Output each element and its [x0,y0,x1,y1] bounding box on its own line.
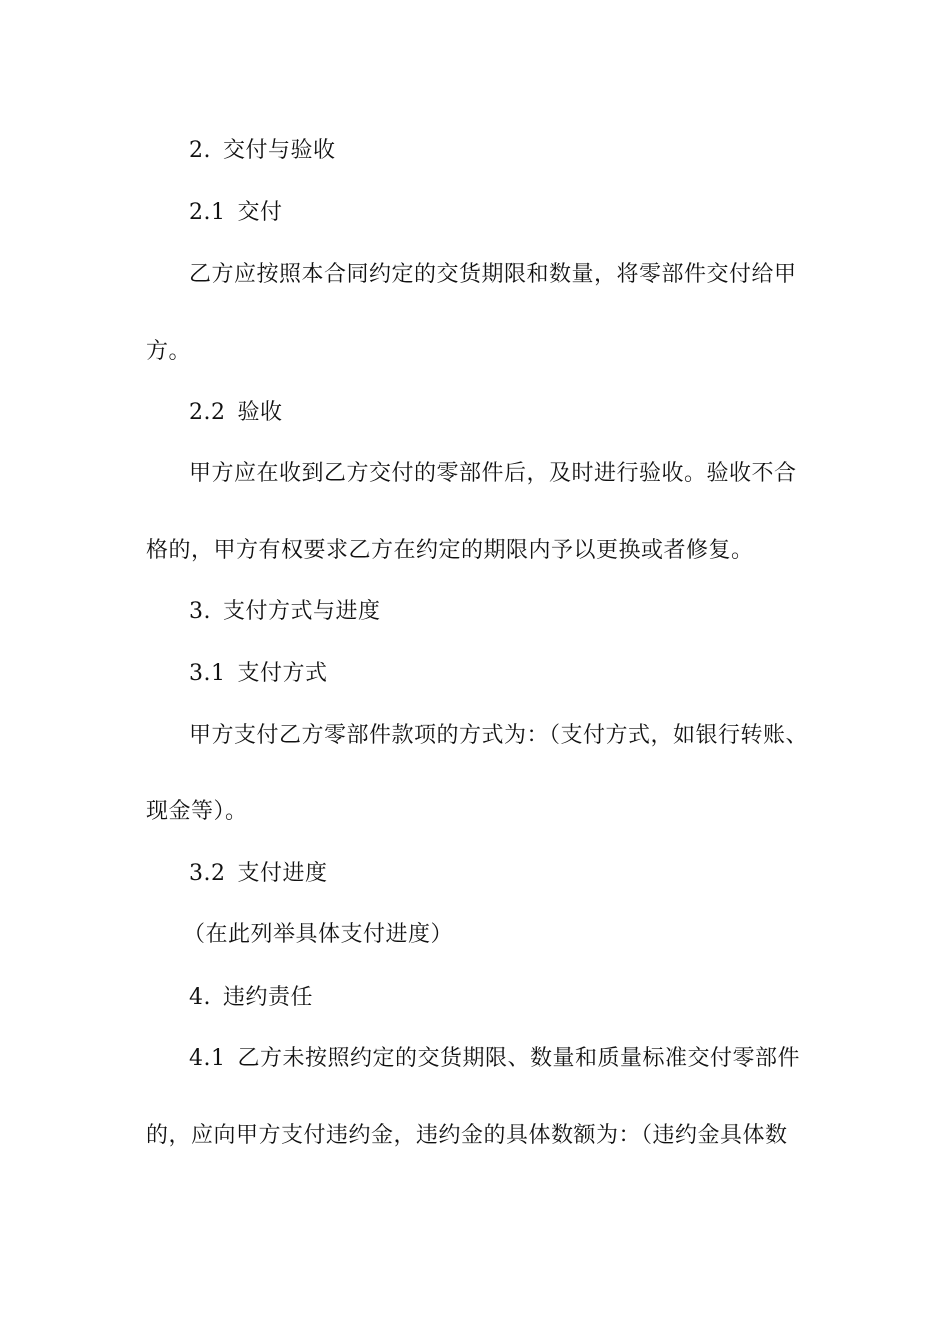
section-title: 违约责任 [223,985,314,1010]
subsection-title: 交付 [237,200,283,225]
subsection-number: 3.1 [189,661,226,686]
paragraph-line: 现金等）。 [146,799,248,824]
section-title: 支付方式与进度 [223,599,381,624]
placeholder-line: （在此列举具体支付进度） [183,922,454,947]
subsection-paragraph-4-1 [189,1044,800,1074]
paragraph-line: 的，应向甲方支付违约金，违约金的具体数额为：（违约金具体数 [146,1123,788,1148]
paragraph-line: 格的，甲方有权要求乙方在约定的期限内予以更换或者修复。 [146,538,754,563]
subsection-heading-3-2 [189,859,328,889]
subsection-heading-2-1 [189,198,283,228]
subsection-number: 4.1 [189,1046,226,1071]
section-heading-2 [189,136,336,166]
subsection-heading-3-1 [189,659,328,689]
section-number: 2. [189,138,211,163]
paragraph-text: 乙方未按照约定的交货期限、数量和质量标准交付零部件 [237,1046,801,1071]
subsection-title: 验收 [237,400,283,425]
section-heading-4 [189,983,313,1013]
section-number: 4. [189,985,211,1010]
subsection-number: 2.1 [189,200,226,225]
paragraph-line: 甲方支付乙方零部件款项的方式为：（支付方式，如银行转账、 [189,723,809,748]
subsection-title: 支付进度 [237,861,328,886]
section-title: 交付与验收 [223,138,336,163]
paragraph-line: 乙方应按照本合同约定的交货期限和数量，将零部件交付给甲 [189,262,797,287]
paragraph-line: 方。 [146,339,192,364]
section-heading-3 [189,597,381,627]
subsection-heading-2-2 [189,398,283,428]
section-number: 3. [189,599,211,624]
subsection-number: 3.2 [189,861,226,886]
subsection-title: 支付方式 [237,661,328,686]
subsection-number: 2.2 [189,400,226,425]
paragraph-line: 甲方应在收到乙方交付的零部件后，及时进行验收。验收不合 [189,461,797,486]
